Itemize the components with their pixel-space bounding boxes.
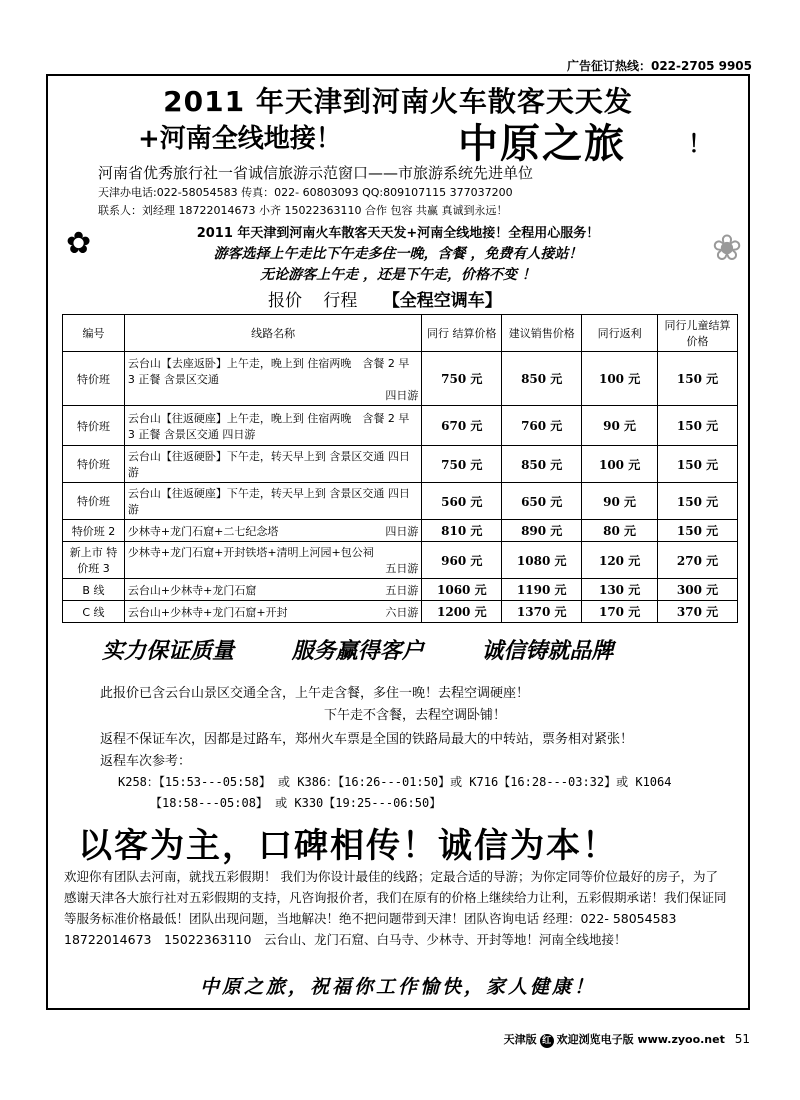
row-rebate: 120 元 (582, 542, 658, 579)
section-quote: 报价 (268, 291, 302, 311)
train-times-1: K258：【15:53---05:58】 或 K386：【16:26---01:50】或 K716【16:28---03:32】或 K1064 (118, 775, 672, 789)
headline: 2011 年天津到河南火车散客天天发 (163, 85, 633, 118)
row-rebate: 130 元 (582, 579, 658, 601)
note-return-train: 返程不保证车次，因都是过路车，郑州火车票是全国的铁路局最大的中转站，票务相对紧张！ (100, 732, 634, 747)
row-rebate: 90 元 (582, 483, 658, 520)
note-price-includes: 此报价已含云台山景区交通全含，上午走含餐，多住一晚！去程空调硬座！ (100, 686, 530, 701)
table-row (63, 483, 738, 520)
section-heading (268, 286, 502, 311)
note-return-ref: 返程车次参考： (100, 754, 192, 769)
page-number: 51 (734, 1032, 750, 1046)
contact-persons: 联系人：刘经理 18722014673 小齐 15022363110 合作 包容 共赢 真诚到永远！ (98, 204, 508, 217)
row-route: 云台山+少林寺+龙门石窟 五日游 (124, 579, 421, 601)
row-route: 少林寺+龙门石窟+开封铁塔+清明上河园+包公祠 五日游 (124, 542, 421, 579)
row-route: 少林寺+龙门石窟+二七纪念塔 四日游 (124, 520, 421, 542)
row-code: 特价班 (63, 352, 125, 406)
row-rebate: 170 元 (582, 601, 658, 623)
row-code: 特价班 (63, 406, 125, 446)
row-child-price: 150 元 (658, 520, 738, 542)
row-settle-price: 810 元 (422, 520, 502, 542)
table-header-row (63, 315, 738, 352)
row-code: B 线 (63, 579, 125, 601)
promo-line-3: 无论游客上午走 ，还是下午走，价格不变 ！ (260, 267, 536, 283)
headline-exclamation: ！ (688, 130, 712, 158)
header-child-price: 同行儿童结算价格 (658, 315, 738, 352)
promo-line-2: 游客选择上午走比下午走多住一晚，含餐 ，免费有人接站！ (213, 246, 583, 262)
blessing: 中原之旅，祝福你工作愉快，家人健康！ (199, 976, 596, 998)
row-settle-price: 670 元 (422, 406, 502, 446)
row-settle-price: 750 元 (422, 446, 502, 483)
slogan-quality: 实力保证质量 (102, 639, 235, 664)
table-row (63, 520, 738, 542)
section-itinerary: 行程 (323, 291, 358, 311)
slogan-row (102, 634, 663, 665)
row-retail-price: 1190 元 (502, 579, 582, 601)
row-code: 特价班 (63, 446, 125, 483)
row-retail-price: 650 元 (502, 483, 582, 520)
row-rebate: 100 元 (582, 446, 658, 483)
header-route: 线路名称 (124, 315, 421, 352)
row-settle-price: 1200 元 (422, 601, 502, 623)
slogan-service: 服务赢得客户 (291, 639, 424, 664)
row-child-price: 300 元 (658, 579, 738, 601)
section-aircon: 【全程空调车】 (382, 291, 502, 311)
row-code: C 线 (63, 601, 125, 623)
red-logo-icon: 红 (540, 1034, 554, 1048)
big-slogan: 以客为主，口碑相传！诚信为本！ (78, 826, 618, 866)
row-route: 云台山【往返硬座】下午走，转天早上到 含景区交通 四日游 (124, 483, 421, 520)
promo-line-1: 2011 年天津到河南火车散客天天发+河南全线地接！全程用心服务！ (196, 226, 600, 241)
row-rebate: 90 元 (582, 406, 658, 446)
table-row (63, 542, 738, 579)
row-settle-price: 750 元 (422, 352, 502, 406)
footer-text: 欢迎浏览电子版 www.zyoo.net (556, 1033, 725, 1046)
row-retail-price: 1080 元 (502, 542, 582, 579)
row-route: 云台山+少林寺+龙门石窟+开封 六日游 (124, 601, 421, 623)
footer-edition: 天津版 (503, 1033, 537, 1046)
row-code: 特价班 (63, 483, 125, 520)
row-retail-price: 890 元 (502, 520, 582, 542)
row-route: 云台山【去座返卧】上午走，晚上到 住宿两晚 含餐 2 早 3 正餐 含景区交通 四日游 (124, 352, 421, 406)
flower-outline-icon: ❀ (711, 228, 742, 269)
row-child-price: 150 元 (658, 406, 738, 446)
brand-name: 中原之旅 (458, 121, 626, 167)
row-retail-price: 1370 元 (502, 601, 582, 623)
header-rebate: 同行返利 (582, 315, 658, 352)
table-row (63, 446, 738, 483)
row-route: 云台山【往返硬座】上午走，晚上到 住宿两晚 含餐 2 早 3 正餐 含景区交通 四日游 (124, 406, 421, 446)
row-settle-price: 960 元 (422, 542, 502, 579)
header-code: 编号 (63, 315, 125, 352)
row-child-price: 370 元 (658, 601, 738, 623)
row-code: 特价班 2 (63, 520, 125, 542)
slogan-integrity: 诚信铸就品牌 (481, 639, 614, 664)
header-settle-price: 同行 结算价格 (422, 315, 502, 352)
row-retail-price: 850 元 (502, 352, 582, 406)
ad-frame (46, 74, 750, 1010)
row-child-price: 150 元 (658, 446, 738, 483)
row-code: 新上市 特价班 3 (63, 542, 125, 579)
table-row (63, 579, 738, 601)
row-child-price: 150 元 (658, 352, 738, 406)
row-settle-price: 1060 元 (422, 579, 502, 601)
flower-icon: ✿ (66, 226, 92, 261)
contact-phone: 天津办电话:022-58054583 传真：022- 60803093 QQ:809107115 377037200 (98, 186, 513, 199)
headline-line2: +河南全线地接！ (138, 124, 342, 154)
row-settle-price: 560 元 (422, 483, 502, 520)
row-route: 云台山【往返硬卧】下午走，转天早上到 含景区交通 四日游 (124, 446, 421, 483)
table-row (63, 406, 738, 446)
row-retail-price: 850 元 (502, 446, 582, 483)
row-rebate: 80 元 (582, 520, 658, 542)
welcome-paragraph: 欢迎你有团队去河南，就找五彩假期！ 我们为你设计最佳的线路；定最合适的导游；为你定同等价位最好的房子，为了感谢天津各大旅行社对五彩假期的支持，凡咨询报价者，我们在原有的价格上继续给力让利，五彩假期承诺！我们保证同等服务标准价格最低！团队出现问题，当地解决！绝不把问题带到天津！团队咨询电话 经理：022- 58054583 18722014673 15022363110 云台山、龙门石窟、白马寺、少林寺、开封等地！河南全线地接！ (64, 869, 727, 947)
table-row (63, 352, 738, 406)
row-child-price: 150 元 (658, 483, 738, 520)
table-row (63, 601, 738, 623)
price-table (62, 314, 738, 623)
ad-hotline: 广告征订热线：022-2705 9905 (566, 59, 752, 73)
row-rebate: 100 元 (582, 352, 658, 406)
agency-subtitle: 河南省优秀旅行社一省诚信旅游示范窗口——市旅游系统先进单位 (98, 164, 534, 182)
page-footer (504, 1031, 750, 1048)
row-retail-price: 760 元 (502, 406, 582, 446)
row-child-price: 270 元 (658, 542, 738, 579)
train-times-2: 【18:58---05:08】 或 K330【19:25---06:50】 (150, 796, 442, 810)
note-afternoon: 下午走不含餐，去程空调卧铺！ (324, 708, 507, 723)
header-retail-price: 建议销售价格 (502, 315, 582, 352)
